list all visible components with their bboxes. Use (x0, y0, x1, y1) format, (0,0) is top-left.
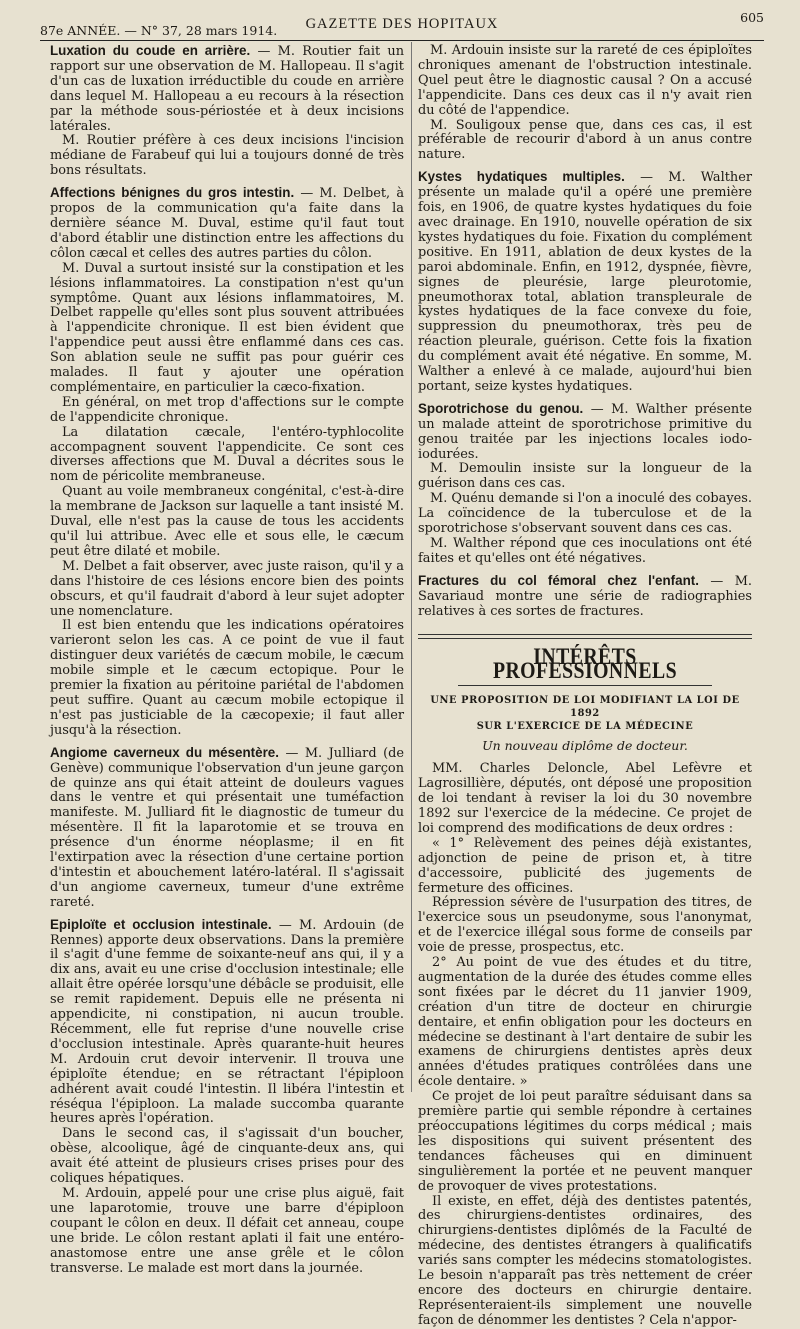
report-paragraph (50, 1187, 404, 1276)
report-paragraph-with-heading (50, 746, 404, 911)
report-paragraph-with-heading (50, 918, 404, 1128)
article-title-line-2: SUR L'EXERCICE DE LA MÉDECINE (476, 721, 694, 733)
report-paragraph (418, 119, 752, 164)
report-paragraph (418, 492, 752, 537)
paragraph-heading: Kystes hydatiques multiples. (418, 169, 625, 185)
paragraph-text: — M. Walther présente un malade atteint de sporotrichose primitive du genou traitée par les injections locales iodo-iodurées. (418, 401, 752, 462)
column-divider (411, 42, 412, 1092)
report-paragraph (50, 1127, 404, 1187)
report-paragraph (50, 560, 404, 620)
page-number: 605 (740, 10, 764, 25)
paragraph-text: — M. Julliard (de Genève) communique l'observation d'un jeune garçon de quinze ans qui était atteint de douleurs vagues dans le ventre et qui présentait une tuméfaction manifeste. M. Julliard fit le diagnostic de tumeur du mésentère. Il fit la laparotomie et se trouva en présence d'un énorme néoplasme; il en fit l'extirpation avec la résection d'une certaine portion d'intestin et abouchement latéro-latéral. Il s'agissait d'un angiome caverneux, tumeur d'une extrême rareté. (50, 745, 404, 910)
report-paragraph (50, 619, 404, 738)
report-paragraph (50, 485, 404, 560)
section-rule-top-2 (418, 638, 752, 639)
report-paragraph (50, 426, 404, 486)
paragraph-text: M. Ardouin, appelé pour une crise plus aiguë, fait une laparotomie, trouve une barre d'épiploon coupant le côlon en deux. Il défait cet anneau, coupe une bride. Le côlon restant aplati il fait une entéro-anastomose entre une anse grêle et le côlon transverse. Le malade est mort dans la journée. (50, 1185, 404, 1276)
report-paragraph (418, 44, 752, 119)
paragraph-text: — M. Delbet, à propos de la communication qu'a faite dans la dernière séance M. Duval, estime qu'il faut tout d'abord établir une distinction entre les affections du côlon cæcal et celles des autres parties du côlon. (50, 186, 404, 261)
paragraph-text: Quant au voile membraneux congénital, c'est-à-dire la membrane de Jackson sur laquelle a tant insisté M. Duval, elle n'est pas la cause de tous les accidents qu'il lui attribue. Avec elle et sous elle, le cæcum peut être dilaté et mobile. (50, 484, 404, 559)
issue-info: 87e ANNÉE. — N° 37, 28 mars 1914. (40, 23, 278, 38)
report-paragraph-with-heading (418, 402, 752, 463)
report-paragraph-with-heading (50, 186, 404, 262)
report-paragraph (418, 462, 752, 492)
article-paragraph: Il existe, en effet, déjà des dentistes patentés, des chirurgiens-dentistes ordinaires, des chirurgiens-dentistes diplômés de la Faculté de médecine, des dentistes étrangers à qualificatifs variés sans compter les médecins stomatologistes. Le besoin n'apparaît pas très nettement de créer encore des docteurs en chirurgie dentaire. Représenteraient-ils simplement une nouvelle façon de dénommer les dentistes ? Cela n'appor- (418, 1193, 752, 1328)
paragraph-text: M. Demoulin insiste sur la longueur de la guérison dans ces cas. (418, 461, 752, 492)
paragraph-heading: Sporotrichose du genou. (418, 400, 584, 416)
article-paragraph: Répression sévère de l'usurpation des titres, de l'exercice sous un pseudonyme, sous l'anonymat, et de l'exercice illégal sous forme de conseils par voie de presse, prospectus, etc. (418, 895, 752, 956)
paragraph-text: M. Souligoux pense que, dans ces cas, il est préférable de recourir d'abord à un anus contre nature. (418, 117, 752, 163)
section-title-rule (458, 685, 712, 686)
society-report-continued (418, 44, 752, 620)
article-subtitle: Un nouveau diplôme de docteur. (482, 738, 688, 754)
report-paragraph-with-heading (418, 574, 752, 620)
paragraph-heading: Angiome caverneux du mésentère. (50, 744, 279, 760)
paragraph-text: — M. Walther présente un malade qu'il a opéré une première fois, en 1906, de quatre kystes hydatiques du foie avec drainage. En 1910, nouvelle opération de six kystes hydatiques du foie. Fixation du complément positive. En 1911, ablation de deux kystes de la paroi abdominale. Enfin, en 1912, dyspnée, fièvre, signes de pleurésie, large pleurotomie, pneumothorax total, ablation transpleurale de kystes hydatiques de la face convexe du foie, suppression du pneumothorax, très peu de réaction pleurale, guérison. Cette fois la fixation du complément avait été négative. En somme, M. Walther a enlevé à ce malade, aujourd'hui bien portant, seize kystes hydatiques. (418, 170, 752, 394)
section-title: INTÉRÊTS PROFESSIONNELS (492, 643, 678, 684)
paragraph-text: M. Routier préfère à ces deux incisions l'incision médiane de Farabeuf qui lui a toujours donné de très bons résultats. (50, 133, 404, 179)
section-rule-top (418, 634, 752, 635)
article-body (418, 762, 752, 1328)
paragraph-heading: Epiploïte et occlusion intestinale. (50, 916, 272, 932)
header-rule (40, 40, 764, 41)
right-column (418, 44, 752, 1329)
paragraph-text: M. Duval a surtout insisté sur la constipation et les lésions inflammatoires. La constipation n'est qu'un symptôme. Quant aux lésions inflammatoires, M. Delbet rappelle qu'elles sont plus souvent attribuées à l'appendicite chronique. Il est bien évident que l'appendice peut aussi être enflammé dans ces cas. Son ablation seule ne suffit pas pour guérir ces malades. Il faut y ajouter une opération complémentaire, en particulier la cæco-fixation. (50, 260, 404, 395)
paragraph-text: Dans le second cas, il s'agissait d'un boucher, obèse, alcoolique, âgé de cinquante-deux ans, qui avait été atteint de plusieurs crises prises pour des coliques hépatiques. (50, 1126, 404, 1187)
paragraph-heading: Fractures du col fémoral chez l'enfant. (418, 572, 699, 588)
report-paragraph (50, 134, 404, 179)
paragraph-text: M. Quénu demande si l'on a inoculé des cobayes. La coïncidence de la tuberculose et de la sporotrichose s'observant souvent dans ces cas. (418, 491, 752, 537)
article-title-line-1: UNE PROPOSITION DE LOI MODIFIANT LA LOI DE 1892 (430, 695, 740, 720)
left-column (50, 44, 404, 1276)
article-paragraph: « 1° Relèvement des peines déjà existantes, adjonction de peine de prison et, à titre d'accessoire, publicité des jugements de fermeture des officines. (418, 835, 752, 896)
paragraph-text: — M. Ardouin (de Rennes) apporte deux observations. Dans la première il s'agit d'une femme de soixante-neuf ans qui, il y a dix ans, avait eu une crise d'occlusion intestinale; elle allait être opérée lorsqu'une débâcle se produisit, elle se remit rapidement. Depuis elle ne présenta ni appendicite, ni constipation, ni aucun trouble. Récemment, elle fut reprise d'une nouvelle crise d'occlusion intestinale. Après quarante-huit heures M. Ardouin crut devoir intervenir. Il trouva une épiploïte étendue; en se rétractant l'épiploon adhérent avait coudé l'intestin. Il libéra l'intestin et réséqua l'épiploon. La malade succomba quarante heures après l'opération. (50, 917, 404, 1127)
article-paragraph: 2° Au point de vue des études et du titre, augmentation de la durée des études comme elles sont fixées par le décret du 11 janvier 1909, création d'un titre de docteur en chirurgie dentaire, et enfin obligation pour les docteurs en médecine se destinant à l'art dentaire de subir les examens de chirurgiens dentistes après deux années d'études pratiques contrôlées dans une école dentaire. » (418, 955, 752, 1090)
paragraph-text: M. Delbet a fait observer, avec juste raison, qu'il y a dans l'histoire de ces lésions encore bien des points obscurs, et qu'il faudrait d'abord à leur sujet adopter une nomenclature. (50, 558, 404, 619)
article-paragraph: Ce projet de loi peut paraître séduisant dans sa première partie qui semble répondre à certaines préoccupations légitimes du corps médical ; mais les dispositions qui suivent présentent des tendances fâcheuses qui en diminuent singulièrement la portée et ne peuvent manquer de provoquer de vives protestations. (418, 1089, 752, 1194)
paragraph-text: Il est bien entendu que les indications opératoires varieront selon les cas. A ce point de vue il faut distinguer deux variétés de cæcum mobile, le cæcum mobile simple et le cæcum ectopique. Pour le premier la fixation au péritoine pariétal de l'abdomen peut suffire. Quant au cæcum mobile ectopique il n'est pas justiciable de la cæcopexie; il faut aller jusqu'à la résection. (50, 618, 404, 738)
paragraph-heading: Affections bénignes du gros intestin. (50, 185, 295, 201)
report-paragraph (50, 262, 404, 396)
paragraph-text: — M. Savariaud montre une série de radiographies relatives à ces sortes de fractures. (418, 573, 752, 619)
article-paragraph: MM. Charles Deloncle, Abel Lefèvre et Lagrosillière, députés, ont déposé une proposition de loi tendant à reviser la loi du 30 novembre 1892 sur l'exercice de la médecine. Ce projet de loi comprend des modifications de deux ordres : (418, 761, 752, 836)
journal-title: GAZETTE DES HOPITAUX (305, 16, 499, 32)
paragraph-text: M. Walther répond que ces inoculations ont été faites et qu'elles ont été négatives. (418, 536, 752, 566)
paragraph-text: — M. Routier fait un rapport sur une observation de M. Hallopeau. Il s'agit d'un cas de luxation irréductible du coude en arrière dans lequel M. Hallopeau a eu recours à la résection par la méthode sous-périostée et à deux incisions latérales. (50, 44, 404, 134)
paragraph-text: M. Ardouin insiste sur la rareté de ces épiploïtes chroniques amenant de l'obstruction intestinale. Quel peut être le diagnostic causal ? On a accusé l'appendicite. Dans ces deux cas il n'y avait rien du côté de l'appendice. (418, 43, 752, 118)
report-paragraph-with-heading (50, 44, 404, 134)
paragraph-text: En général, on met trop d'affections sur le compte de l'appendicite chronique. (50, 394, 404, 425)
report-paragraph (418, 537, 752, 567)
page-header (40, 10, 764, 40)
report-paragraph (50, 396, 404, 426)
paragraph-heading: Luxation du coude en arrière. (50, 43, 251, 58)
paragraph-text: La dilatation cæcale, l'entéro-typhlocolite accompagnent souvent l'appendicite. Ce sont ces diverses affections que M. Duval a décrites sous le nom de péricolite membraneuse. (50, 424, 404, 485)
report-paragraph-with-heading (418, 170, 752, 395)
